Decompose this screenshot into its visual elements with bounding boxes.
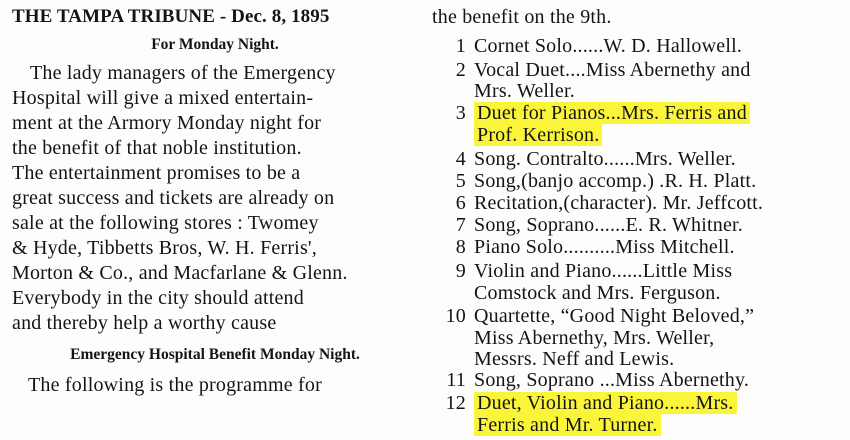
- article-line: Hospital will give a mixed entertain-: [12, 87, 314, 109]
- article-line: The lady managers of the Emergency: [30, 62, 336, 84]
- programme-item: [432, 170, 756, 193]
- item-number: 10: [445, 305, 466, 327]
- item-number: 2: [455, 59, 466, 81]
- item-number: 9: [455, 260, 466, 282]
- programme-item: [432, 305, 754, 328]
- programme-item: [432, 214, 743, 237]
- article-line: great success and tickets are already on: [12, 187, 335, 209]
- programme-item: [432, 236, 735, 259]
- item-text: Cornet Solo......W. D. Hallowell.: [474, 35, 743, 57]
- item-continuation: Messrs. Neff and Lewis.: [474, 348, 675, 370]
- programme-item: [432, 35, 742, 58]
- item-text: Vocal Duet....Miss Abernethy and: [474, 59, 751, 81]
- article-line: The entertainment promises to be a: [12, 162, 301, 184]
- programme-intro: the benefit on the 9th.: [432, 6, 612, 28]
- programme-item-highlighted: [432, 392, 737, 415]
- item-number: 7: [455, 214, 466, 236]
- masthead: THE TAMPA TRIBUNE - Dec. 8, 1895: [12, 6, 330, 27]
- item-number: 11: [446, 369, 466, 391]
- article-line: & Hyde, Tibbetts Bros, W. H. Ferris',: [12, 237, 317, 259]
- item-text: Duet, Violin and Piano......Mrs.: [474, 392, 737, 414]
- item-text: Song, Soprano ...Miss Abernethy.: [474, 369, 750, 391]
- article-line: and thereby help a worthy cause: [12, 312, 277, 334]
- item-number: 6: [455, 192, 466, 214]
- programme-item-highlighted: [432, 102, 750, 125]
- programme-item: [432, 148, 736, 171]
- item-continuation: [474, 414, 661, 437]
- item-text: Recitation,(character). Mr. Jeffcott.: [474, 192, 764, 214]
- item-number: 5: [455, 170, 466, 192]
- item-continuation: Comstock and Mrs. Ferguson.: [474, 282, 721, 304]
- item-text: Piano Solo..........Miss Mitchell.: [474, 236, 735, 258]
- programme-item: [432, 369, 749, 392]
- headline-benefit: Emergency Hospital Benefit Monday Night.: [70, 346, 360, 363]
- programme-item: [432, 260, 732, 283]
- item-text: Quartette, “Good Night Beloved,”: [474, 305, 755, 327]
- article-line: ment at the Armory Monday night for: [12, 112, 322, 134]
- article-line: sale at the following stores : Twomey: [12, 212, 319, 234]
- article-line: Everybody in the city should attend: [12, 287, 304, 309]
- item-number: 3: [455, 102, 466, 124]
- item-text: Song. Contralto......Mrs. Weller.: [474, 148, 736, 170]
- item-number: 4: [455, 148, 466, 170]
- item-text: Violin and Piano......Little Miss: [474, 260, 733, 282]
- item-text: Song,(banjo accomp.) .R. H. Platt.: [474, 170, 757, 192]
- item-continuation: [474, 124, 602, 147]
- item-text: Duet for Pianos...Mrs. Ferris and: [474, 102, 750, 124]
- item-number: 1: [455, 35, 466, 57]
- item-text: Song, Soprano......E. R. Whitner.: [474, 214, 744, 236]
- item-continuation: Mrs. Weller.: [474, 80, 575, 102]
- article-line: Morton & Co., and Macfarlane & Glenn.: [12, 262, 348, 284]
- item-number: 8: [455, 236, 466, 258]
- programme-item: [432, 59, 751, 82]
- item-text: Prof. Kerrison.: [474, 124, 602, 146]
- article-line: the benefit of that noble institution.: [12, 137, 302, 159]
- item-continuation: Miss Abernethy, Mrs. Weller,: [474, 327, 715, 349]
- article-line: The following is the programme for: [28, 374, 322, 396]
- item-number: 12: [445, 392, 466, 414]
- item-text: Ferris and Mr. Turner.: [474, 414, 661, 436]
- headline-monday-night: For Monday Night.: [151, 36, 279, 53]
- programme-item: [432, 192, 763, 215]
